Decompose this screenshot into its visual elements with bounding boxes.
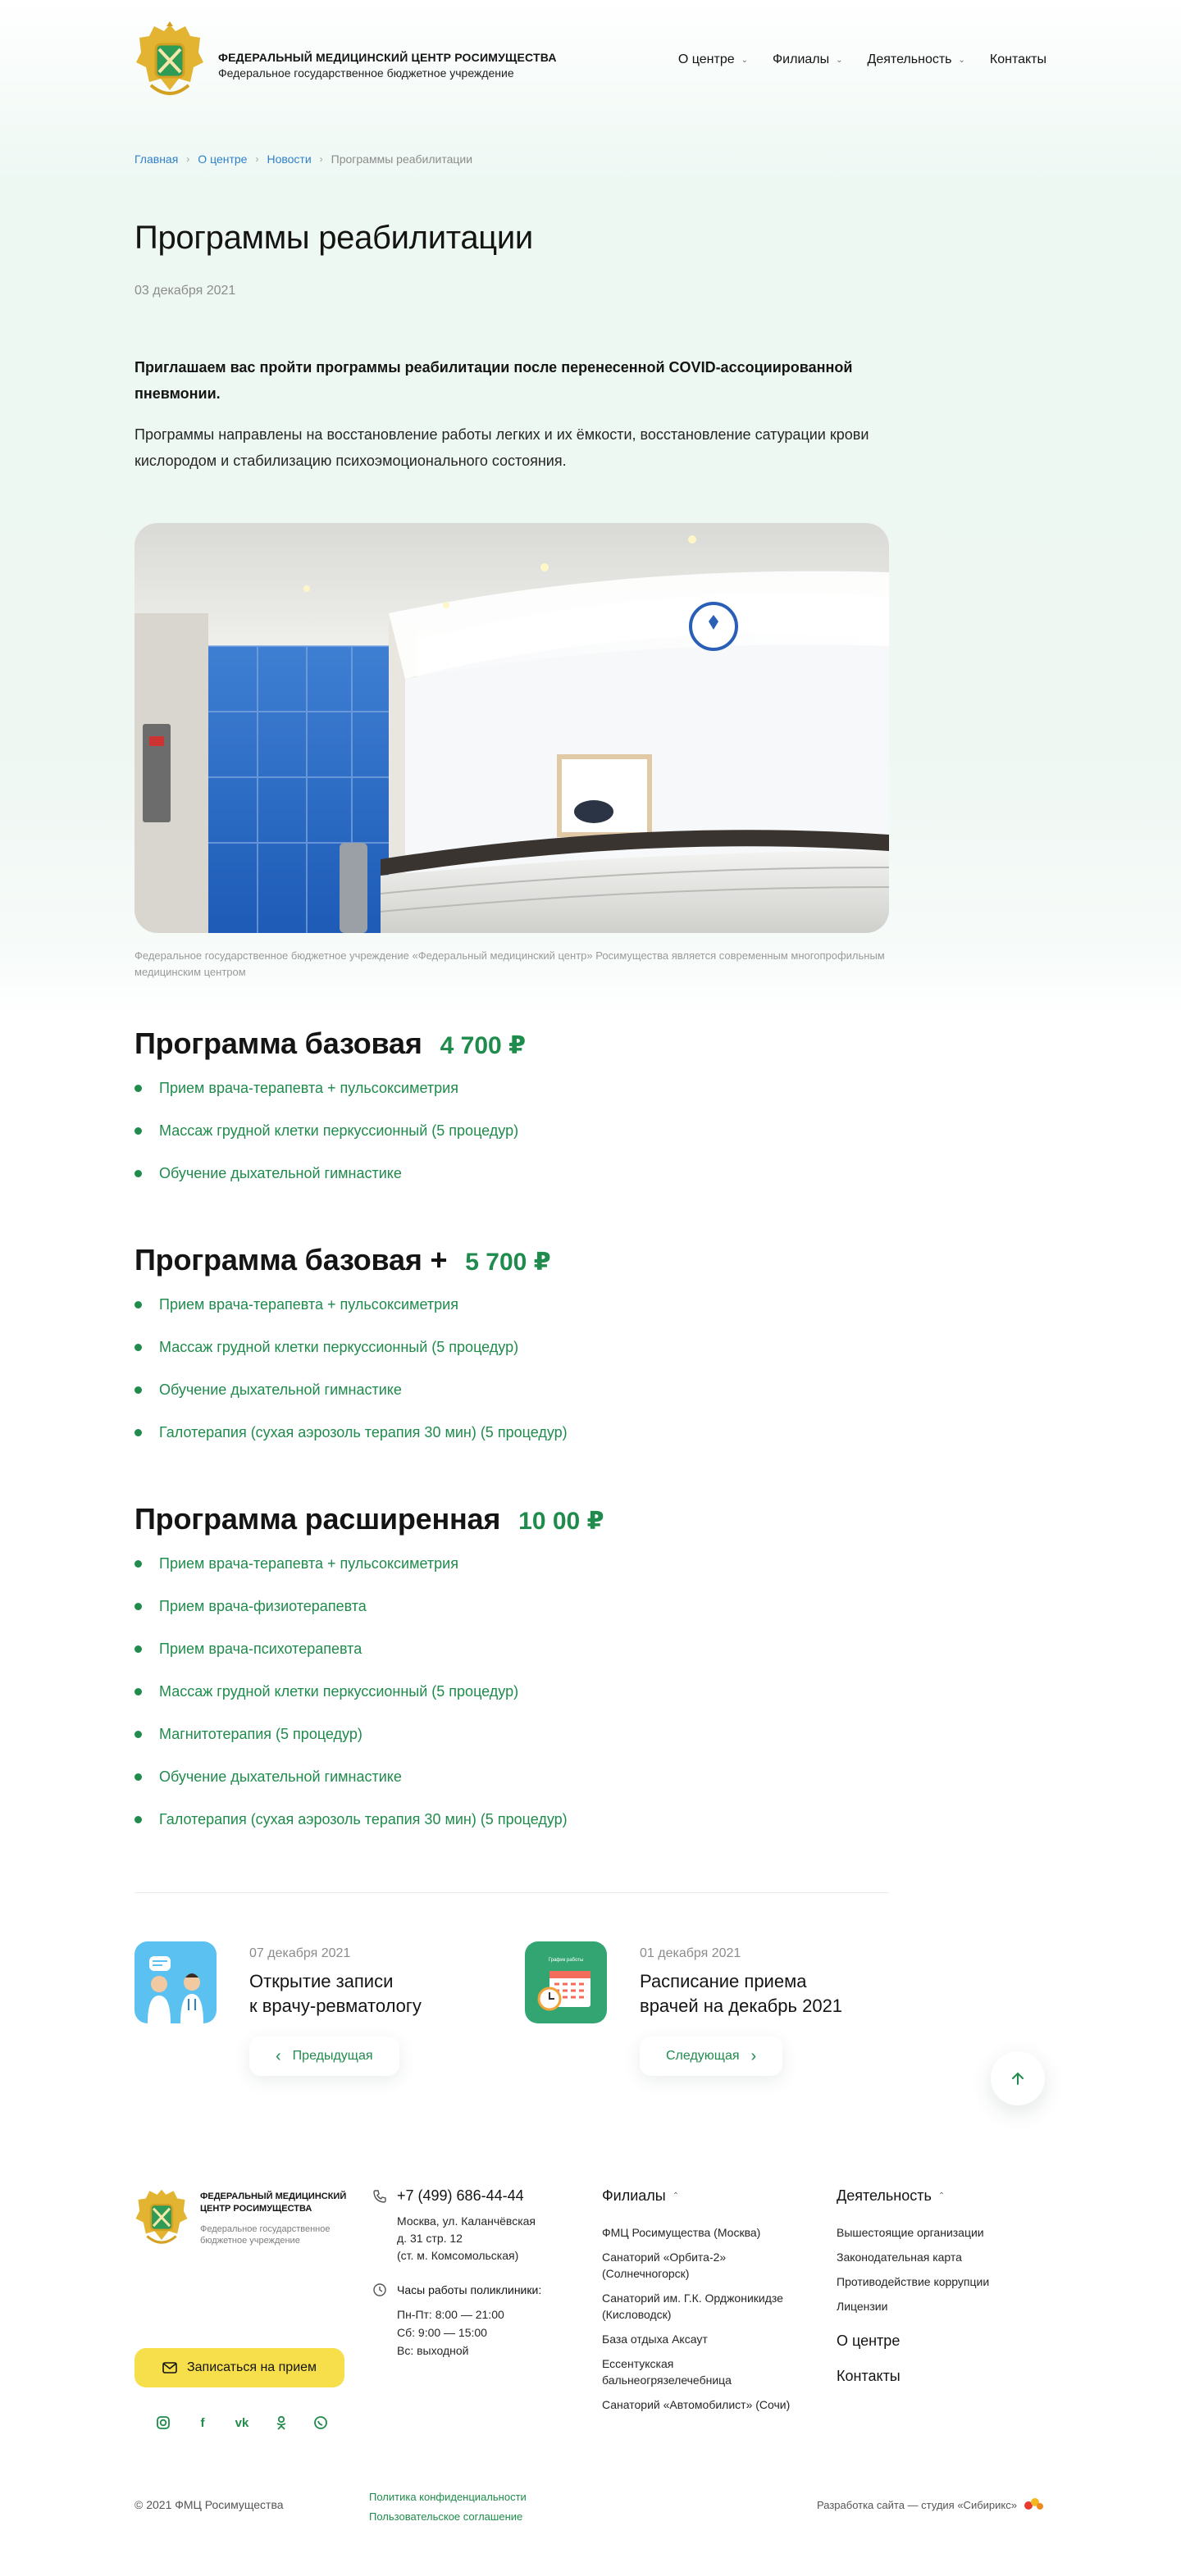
program-header <box>135 1243 889 1282</box>
breadcrumb <box>135 152 472 166</box>
hours-line: Вс: выходной <box>397 2344 469 2357</box>
footer-emblem-logo-icon[interactable] <box>135 2186 189 2251</box>
chevron-right-icon: › <box>319 153 323 165</box>
article-lead: Приглашаем вас пройти программы реабилитации после перенесенной COVID-ассоциированной пневмонии. <box>135 359 853 402</box>
facebook-icon[interactable]: f <box>200 2415 205 2430</box>
footer-org-subtitle: Федеральное государственное бюджетное учреждение <box>200 2224 331 2246</box>
footer-link[interactable]: Санаторий им. Г.К. Орджоникидзе (Кисловодск) <box>602 2292 783 2321</box>
footer-branches-title: Филиалы <box>602 2187 666 2204</box>
divider <box>135 1892 889 1893</box>
footer-link[interactable]: Законодательная карта <box>837 2251 962 2264</box>
footer-link-contacts[interactable]: Контакты <box>837 2368 901 2384</box>
program-basic <box>135 1026 889 1205</box>
footer-activity-title: Деятельность <box>837 2187 932 2204</box>
footer-branches-toggle[interactable] <box>602 2187 799 2205</box>
footer-link[interactable]: Лицензии <box>837 2300 888 2313</box>
book-appointment-button[interactable] <box>135 2348 344 2387</box>
chevron-down-icon: ⌄ <box>836 55 843 65</box>
book-appointment-label: Записаться на прием <box>186 2360 317 2374</box>
header-org-name: ФЕДЕРАЛЬНЫЙ МЕДИЦИНСКИЙ ЦЕНТР РОСИМУЩЕСТВА <box>218 51 557 64</box>
next-news-title[interactable] <box>640 1969 886 2018</box>
program-price: 4 700 ₽ <box>440 1032 526 1059</box>
social-links <box>154 2414 330 2432</box>
breadcrumb-current: Программы реабилитации <box>331 152 473 166</box>
list-item: Прием врача-психотерапевта <box>135 1638 889 1681</box>
whatsapp-icon[interactable] <box>312 2414 330 2432</box>
prev-news-card <box>135 1941 495 2081</box>
user-agreement-link[interactable]: Пользовательское соглашение <box>369 2510 523 2523</box>
list-item: Массаж грудной клетки перкуссионный (5 процедур) <box>135 1120 889 1163</box>
copyright: © 2021 ФМЦ Росимущества <box>135 2498 284 2511</box>
privacy-policy-link[interactable]: Политика конфиденциальности <box>369 2491 527 2503</box>
program-extended <box>135 1502 889 1851</box>
chevron-right-icon: › <box>186 153 190 165</box>
next-news-thumbnail[interactable] <box>525 1941 607 2023</box>
list-item: Обучение дыхательной гимнастике <box>135 1379 889 1422</box>
page-title: Программы реабилитации <box>135 220 533 256</box>
program-items <box>135 1294 889 1464</box>
article-photo <box>135 523 889 933</box>
list-item: Галотерапия (сухая аэрозоль терапия 30 мин) (5 процедур) <box>135 1809 889 1851</box>
hours-title: Часы работы поликлиники: <box>397 2283 542 2296</box>
next-button[interactable] <box>640 2037 782 2076</box>
footer-branches-list <box>602 2224 799 2413</box>
next-news-title-line: врачей на декабрь 2021 <box>640 1996 843 2016</box>
footer-link[interactable]: База отдыха Аксаут <box>602 2333 708 2346</box>
program-header <box>135 1026 889 1066</box>
footer-hours <box>397 2305 569 2360</box>
nav-item-label: О центре <box>677 52 735 66</box>
next-news-card <box>525 1941 886 2081</box>
footer-activity-column <box>837 2187 1033 2385</box>
list-item: Массаж грудной клетки перкуссионный (5 процедур) <box>135 1336 889 1379</box>
program-basic-plus <box>135 1243 889 1464</box>
chevron-right-icon: › <box>750 2046 757 2065</box>
list-item: Обучение дыхательной гимнастике <box>135 1766 889 1809</box>
footer-link-about[interactable]: О центре <box>837 2333 901 2349</box>
next-button-label: Следующая <box>666 2049 740 2063</box>
address-line: Москва, ул. Каланчёвская <box>397 2214 536 2228</box>
nav-item-activity[interactable] <box>868 52 965 67</box>
footer-link[interactable]: ФМЦ Росимущества (Москва) <box>602 2226 761 2239</box>
footer-link[interactable]: Ессентукская бальнеогрязелечебница <box>602 2357 732 2387</box>
program-title: Программа базовая <box>135 1026 422 1060</box>
main-nav <box>678 52 1046 67</box>
prev-news-title-line: Открытие записи <box>249 1971 394 1991</box>
header <box>135 20 1046 105</box>
article-paragraph: Программы направлены на восстановление работы легких и их ёмкости, восстановление сатурации крови кислородом и стабилизацию психоэмоционального состояния. <box>135 426 869 469</box>
arrow-up-icon <box>1010 2070 1026 2087</box>
hours-line: Сб: 9:00 — 15:00 <box>397 2326 487 2339</box>
scroll-to-top-button[interactable] <box>991 2051 1045 2105</box>
developer-logo-icon[interactable] <box>1020 2494 1046 2514</box>
footer-address <box>397 2213 569 2264</box>
nav-item-label: Контакты <box>989 52 1046 66</box>
footer-activity-list <box>837 2224 1033 2314</box>
next-news-date: 01 декабря 2021 <box>640 1946 741 1960</box>
chevron-down-icon: ⌄ <box>958 55 965 65</box>
header-org-subtitle: Федеральное государственное бюджетное учреждение <box>218 66 514 80</box>
chevron-right-icon: › <box>255 153 259 165</box>
photo-caption: Федеральное государственное бюджетное учреждение «Федеральный медицинский центр» Росимущества является современным многопрофильным медицинским центром <box>135 949 885 978</box>
footer-link[interactable]: Санаторий «Орбита-2» (Солнечногорск) <box>602 2251 727 2280</box>
nav-item-label: Филиалы <box>773 52 830 66</box>
phone-number: +7 (499) 686-44-44 <box>397 2187 524 2204</box>
schedule-calendar-icon <box>525 1941 607 2023</box>
doctors-illustration-icon <box>135 1941 217 2023</box>
address-line: (ст. м. Комсомольская) <box>397 2249 519 2262</box>
prev-button-label: Предыдущая <box>292 2049 373 2063</box>
footer-branches-column <box>602 2187 799 2421</box>
prev-news-date: 07 декабря 2021 <box>249 1946 351 1960</box>
program-price: 5 700 ₽ <box>465 1249 551 1276</box>
hours-heading <box>372 2282 569 2297</box>
list-item: Обучение дыхательной гимнастике <box>135 1163 889 1205</box>
reception-photo-image <box>135 523 889 933</box>
clock-icon <box>372 2282 387 2297</box>
vk-icon[interactable]: vk <box>235 2415 249 2430</box>
list-item: Магнитотерапия (5 процедур) <box>135 1723 889 1766</box>
list-item: Прием врача-терапевта + пульсоксиметрия <box>135 1294 889 1336</box>
breadcrumb-link-home[interactable]: Главная <box>135 152 179 166</box>
chevron-left-icon: ‹ <box>276 2046 281 2065</box>
nav-item-label: Деятельность <box>867 52 952 66</box>
odnoklassniki-icon[interactable] <box>272 2414 290 2432</box>
instagram-icon[interactable] <box>154 2414 172 2432</box>
list-item: Массаж грудной клетки перкуссионный (5 процедур) <box>135 1681 889 1723</box>
program-title: Программа расширенная <box>135 1502 501 1536</box>
footer-link[interactable]: Противодействие коррупции <box>837 2275 990 2288</box>
footer-phone[interactable] <box>372 2187 569 2205</box>
nav-item-branches[interactable] <box>773 52 843 67</box>
next-news-title-line: Расписание приема <box>640 1971 807 1991</box>
footer-link[interactable]: Вышестоящие организации <box>837 2226 984 2239</box>
nav-item-contacts[interactable] <box>990 52 1046 67</box>
footer-org-name: ФЕДЕРАЛЬНЫЙ МЕДИЦИНСКИЙ ЦЕНТР РОСИМУЩЕСТВА <box>200 2191 347 2214</box>
program-items <box>135 1553 889 1851</box>
legal-links <box>369 2487 527 2527</box>
prev-button[interactable] <box>249 2037 399 2076</box>
list-item: Прием врача-терапевта + пульсоксиметрия <box>135 1553 889 1595</box>
emblem-logo-icon[interactable] <box>135 20 205 105</box>
chevron-up-icon: ⌃ <box>937 2191 946 2201</box>
breadcrumb-link-about[interactable]: О центре <box>198 152 248 166</box>
list-item: Прием врача-терапевта + пульсоксиметрия <box>135 1077 889 1120</box>
prev-news-title[interactable] <box>249 1969 495 2018</box>
article-date: 03 декабря 2021 <box>135 284 236 298</box>
program-items <box>135 1077 889 1205</box>
list-item: Прием врача-физиотерапевта <box>135 1595 889 1638</box>
nav-item-about[interactable] <box>678 52 748 67</box>
footer-contacts <box>372 2187 569 2360</box>
prev-news-thumbnail[interactable] <box>135 1941 217 2023</box>
prev-news-title-line: к врачу-ревматологу <box>249 1996 422 2016</box>
list-item: Галотерапия (сухая аэрозоль терапия 30 мин) (5 процедур) <box>135 1422 889 1464</box>
phone-icon <box>372 2189 387 2204</box>
program-price: 10 00 ₽ <box>518 1508 604 1535</box>
chevron-up-icon: ⌃ <box>672 2191 680 2201</box>
program-title: Программа базовая + <box>135 1243 448 1277</box>
developer-credit[interactable]: Разработка сайта — студия «Сибирикс» <box>817 2499 1017 2511</box>
thumb-label: График работы <box>548 1958 584 1963</box>
mail-icon <box>162 2362 177 2373</box>
footer-activity-toggle[interactable] <box>837 2187 1033 2205</box>
address-line: д. 31 стр. 12 <box>397 2232 463 2245</box>
hours-line: Пн-Пт: 8:00 — 21:00 <box>397 2308 504 2321</box>
breadcrumb-link-news[interactable]: Новости <box>267 152 312 166</box>
chevron-down-icon: ⌄ <box>741 55 749 65</box>
program-header <box>135 1502 889 1541</box>
footer-link[interactable]: Санаторий «Автомобилист» (Сочи) <box>602 2398 791 2411</box>
